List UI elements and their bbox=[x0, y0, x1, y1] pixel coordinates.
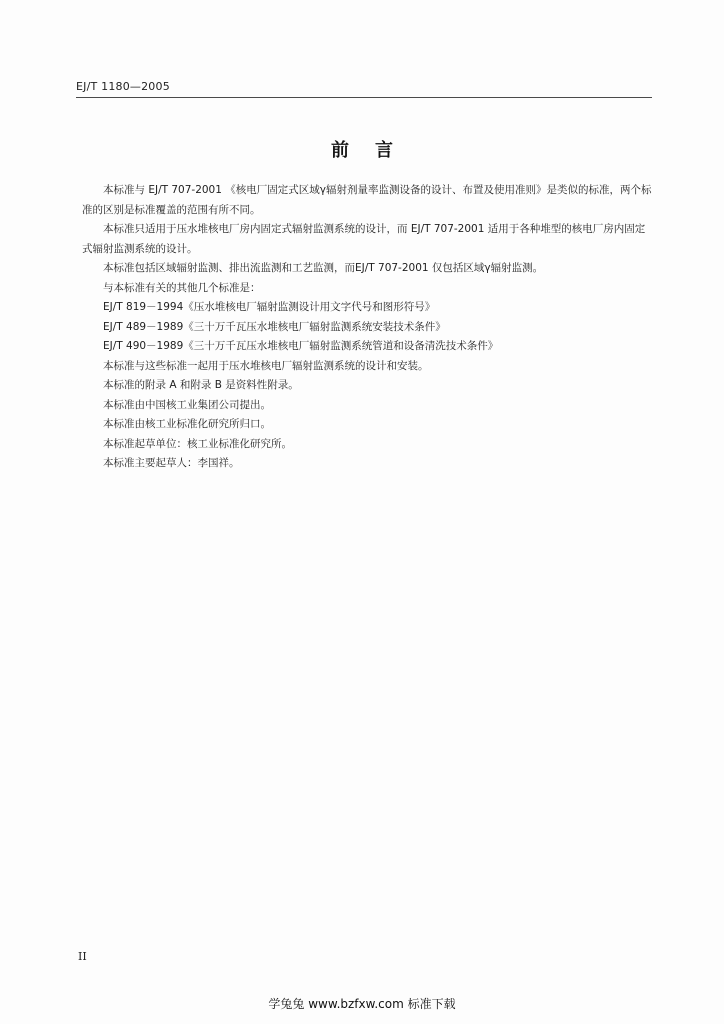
related-standard-item: EJ/T 489－1989《三十万千瓦压水堆核电厂辐射监测系统安装技术条件》 bbox=[103, 320, 446, 333]
paragraph-related-intro: 与本标准有关的其他几个标准是： bbox=[103, 281, 261, 294]
related-standard-item: EJ/T 819－1994《压水堆核电厂辐射监测设计用文字代号和图形符号》 bbox=[103, 301, 436, 313]
foreword-body bbox=[82, 181, 654, 474]
paragraph-proposer: 本标准由中国核工业集团公司提出。 bbox=[103, 398, 271, 411]
paragraph-annexes: 本标准的附录 A 和附录 B 是资料性附录。 bbox=[103, 379, 299, 391]
paragraph-scope-comparison: 本标准与 EJ/T 707-2001 《核电厂固定式区域γ辐射剂量率监测设备的设计、布置及使用准则》是类似的标准，两个标准的区别是标准覆盖的范围有所不同。 bbox=[82, 184, 652, 216]
paragraph-drafter: 本标准主要起草人：李国祥。 bbox=[103, 457, 240, 469]
paragraph-administrator: 本标准由核工业标准化研究所归口。 bbox=[103, 418, 271, 430]
paragraph-coverage: 本标准包括区域辐射监测、排出流监测和工艺监测，而EJ/T 707-2001 仅包括区域γ辐射监测。 bbox=[103, 262, 544, 274]
page-title: 前言 bbox=[331, 140, 419, 161]
related-standard-item: EJ/T 490－1989《三十万千瓦压水堆核电厂辐射监测系统管道和设备清洗技术条件》 bbox=[103, 340, 499, 352]
paragraph-applicability: 本标准只适用于压水堆核电厂房内固定式辐射监测系统的设计，而 EJ/T 707-2001 适用于各种堆型的核电厂房内固定式辐射监测系统的设计。 bbox=[82, 223, 646, 255]
header-divider bbox=[76, 97, 652, 98]
paragraph-usage: 本标准与这些标准一起用于压水堆核电厂辐射监测系统的设计和安装。 bbox=[103, 359, 429, 372]
footer-watermark-text: 学兔兔 www.bzfxw.com 标准下载 bbox=[268, 997, 456, 1011]
paragraph-drafting-unit: 本标准起草单位：核工业标准化研究所。 bbox=[103, 437, 292, 450]
standard-code: EJ/T 1180—2005 bbox=[76, 80, 170, 93]
page-number: II bbox=[78, 950, 87, 963]
